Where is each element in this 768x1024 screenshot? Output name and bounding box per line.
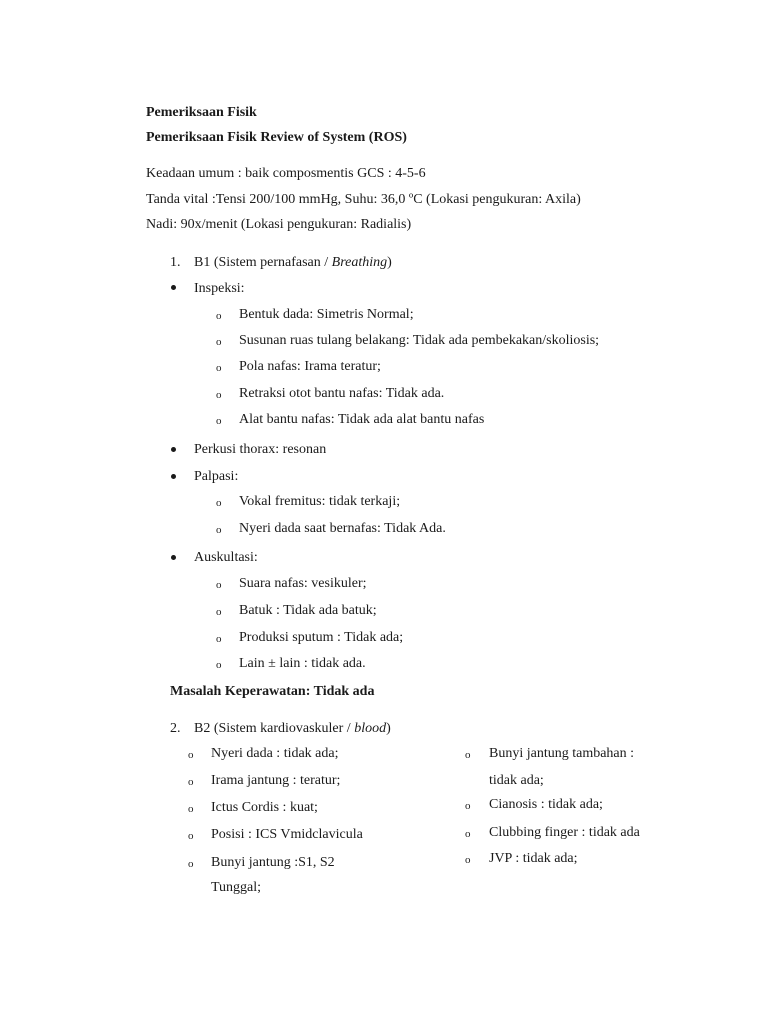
list-item-continuation: tidak ada; bbox=[489, 773, 544, 788]
bullet-icon bbox=[171, 555, 176, 560]
list-item: Cianosis : tidak ada; bbox=[489, 797, 603, 812]
bullet-icon bbox=[171, 285, 176, 290]
section-heading-b2 bbox=[194, 722, 391, 736]
list-item: Nyeri dada saat bernafas: Tidak Ada. bbox=[239, 521, 446, 536]
section-number-b1: 1. bbox=[170, 255, 181, 270]
perkusi-label: Perkusi thorax: resonan bbox=[194, 442, 327, 457]
list-item: Bunyi jantung :S1, S2 bbox=[211, 855, 335, 870]
circle-bullet-icon: o bbox=[465, 854, 471, 866]
circle-bullet-icon: o bbox=[188, 749, 194, 761]
list-item: Irama jantung : teratur; bbox=[211, 773, 341, 788]
list-item: Nyeri dada : tidak ada; bbox=[211, 746, 339, 761]
auskultasi-label: Auskultasi: bbox=[194, 550, 258, 565]
circle-bullet-icon: o bbox=[216, 659, 222, 671]
circle-bullet-icon: o bbox=[216, 524, 222, 536]
heading-italic: blood bbox=[354, 721, 387, 736]
list-item: Clubbing finger : tidak ada bbox=[489, 825, 640, 840]
list-item: JVP : tidak ada; bbox=[489, 851, 578, 866]
heading-suffix: ) bbox=[386, 721, 391, 736]
masalah-keperawatan: Masalah Keperawatan: Tidak ada bbox=[170, 684, 375, 699]
list-item: Produksi sputum : Tidak ada; bbox=[239, 630, 404, 645]
heading-prefix: B2 (Sistem kardiovaskuler / bbox=[194, 721, 355, 736]
list-item: Pola nafas: Irama teratur; bbox=[239, 359, 381, 374]
list-item: Retraksi otot bantu nafas: Tidak ada. bbox=[239, 386, 445, 401]
inspeksi-label: Inspeksi: bbox=[194, 281, 245, 296]
list-item: Bentuk dada: Simetris Normal; bbox=[239, 307, 414, 322]
list-item: Lain ± lain : tidak ada. bbox=[239, 656, 366, 671]
list-item: Batuk : Tidak ada batuk; bbox=[239, 603, 377, 618]
circle-bullet-icon: o bbox=[465, 828, 471, 840]
list-item: Suara nafas: vesikuler; bbox=[239, 576, 367, 591]
list-item: Alat bantu nafas: Tidak ada alat bantu nafas bbox=[239, 412, 485, 427]
circle-bullet-icon: o bbox=[188, 803, 194, 815]
list-item: Posisi : ICS Vmidclavicula bbox=[211, 827, 363, 842]
circle-bullet-icon: o bbox=[188, 858, 194, 870]
list-item: Ictus Cordis : kuat; bbox=[211, 800, 318, 815]
circle-bullet-icon: o bbox=[216, 310, 222, 322]
circle-bullet-icon: o bbox=[216, 415, 222, 427]
circle-bullet-icon: o bbox=[465, 800, 471, 812]
heading-italic: Breathing bbox=[331, 255, 388, 270]
tanda-vital: Tanda vital :Tensi 200/100 mmHg, Suhu: 36,0 ºC (Lokasi pengukuran: Axila) bbox=[146, 192, 581, 207]
heading-suffix: ) bbox=[387, 255, 392, 270]
circle-bullet-icon: o bbox=[465, 749, 471, 761]
nadi: Nadi: 90x/menit (Lokasi pengukuran: Radialis) bbox=[146, 217, 412, 232]
palpasi-label: Palpasi: bbox=[194, 469, 239, 484]
circle-bullet-icon: o bbox=[216, 606, 222, 618]
page-title: Pemeriksaan Fisik bbox=[146, 105, 257, 120]
circle-bullet-icon: o bbox=[216, 389, 222, 401]
section-number-b2: 2. bbox=[170, 721, 181, 736]
keadaan-umum: Keadaan umum : baik composmentis GCS : 4-5-6 bbox=[146, 166, 426, 181]
bullet-icon bbox=[171, 447, 176, 452]
circle-bullet-icon: o bbox=[216, 336, 222, 348]
circle-bullet-icon: o bbox=[216, 497, 222, 509]
list-item: Susunan ruas tulang belakang: Tidak ada pembekakan/skoliosis; bbox=[239, 333, 600, 348]
heading-prefix: B1 (Sistem pernafasan / bbox=[194, 255, 332, 270]
page-subtitle: Pemeriksaan Fisik Review of System (ROS) bbox=[146, 130, 407, 145]
circle-bullet-icon: o bbox=[216, 633, 222, 645]
circle-bullet-icon: o bbox=[188, 830, 194, 842]
list-item-continuation: Tunggal; bbox=[211, 880, 262, 895]
bullet-icon bbox=[171, 474, 176, 479]
list-item: Vokal fremitus: tidak terkaji; bbox=[239, 494, 401, 509]
section-heading-b1 bbox=[194, 256, 392, 270]
circle-bullet-icon: o bbox=[216, 579, 222, 591]
circle-bullet-icon: o bbox=[188, 776, 194, 788]
circle-bullet-icon: o bbox=[216, 362, 222, 374]
list-item: Bunyi jantung tambahan : bbox=[489, 746, 635, 761]
